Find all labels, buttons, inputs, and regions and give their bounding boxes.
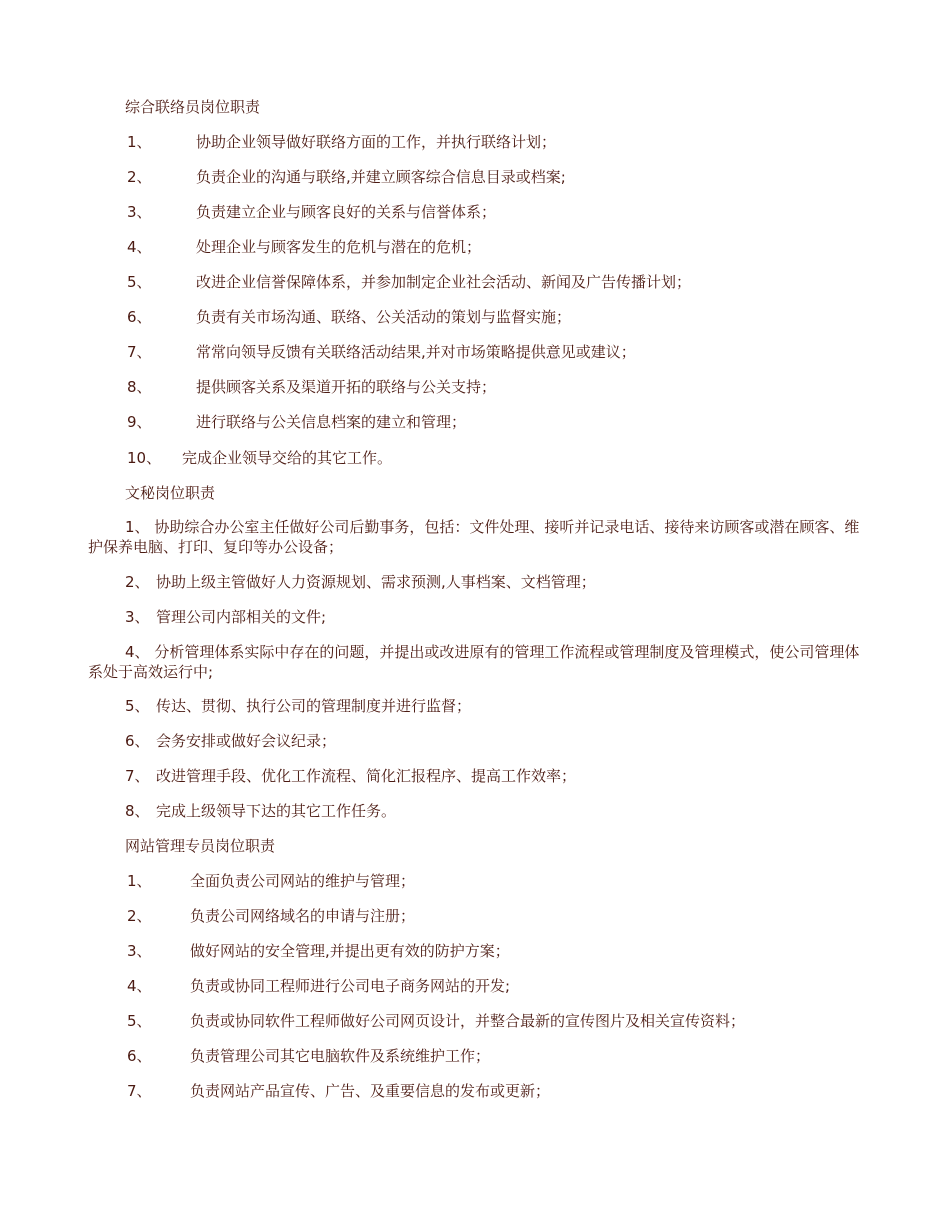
item-text: 全面负责公司网站的维护与管理； [190,872,416,890]
item-text: 负责企业的沟通与联络,并建立顾客综合信息目录或档案; [196,168,566,186]
item-text: 处理企业与顾客发生的危机与潜在的危机； [196,238,482,256]
item-text: 协助企业领导做好联络方面的工作，并执行联络计划； [196,133,557,151]
item-text: 进行联络与公关信息档案的建立和管理； [196,413,467,431]
item-number: 2、 [127,168,152,186]
item-number: 3、 [127,942,152,960]
list-item [88,642,863,682]
item-number: 4、 [125,643,150,661]
item-text: 改进管理手段、优化工作流程、简化汇报程序、提高工作效率； [156,767,577,785]
item-number: 5、 [127,273,152,291]
item-text: 负责网站产品宣传、广告、及重要信息的发布或更新； [190,1082,551,1100]
item-text: 改进企业信誉保障体系，并参加制定企业社会活动、新闻及广告传播计划； [196,273,692,291]
item-number: 6、 [127,308,152,326]
item-number: 6、 [125,732,150,750]
item-text: 负责有关市场沟通、联络、公关活动的策划与监督实施； [196,308,572,326]
item-text: 分析管理体系实际中存在的问题，并提出或改进原有的管理工作流程或管理制度及管理模式，使公司管理体系处于高效运行中; [88,643,860,681]
item-text: 常常向领导反馈有关联络活动结果,并对市场策略提供意见或建议； [196,343,636,361]
section-title: 综合联络员岗位职责 [125,98,261,116]
item-text: 会务安排或做好会议纪录； [156,732,337,750]
list-item [88,517,863,557]
item-number: 9、 [127,413,152,431]
item-text: 完成企业领导交给的其它工作。 [182,449,393,467]
item-number: 1、 [127,872,152,890]
item-number: 8、 [127,378,152,396]
item-number: 3、 [127,203,152,221]
item-number: 5、 [125,697,150,715]
item-number: 4、 [127,977,152,995]
item-text: 完成上级领导下达的其它工作任务。 [156,802,397,820]
item-text: 负责或协同软件工程师做好公司网页设计，并整合最新的宣传图片及相关宣传资料； [190,1012,746,1030]
item-number: 5、 [127,1012,152,1030]
item-number: 7、 [127,1082,152,1100]
item-text: 负责建立企业与顾客良好的关系与信誉体系； [196,203,497,221]
section-title: 文秘岗位职责 [125,484,216,502]
item-number: 8、 [125,802,150,820]
item-text: 管理公司内部相关的文件; [156,608,327,626]
item-text: 负责公司网络域名的申请与注册； [190,907,416,925]
item-number: 10、 [127,449,162,467]
item-text: 负责或协同工程师进行公司电子商务网站的开发; [190,977,511,995]
item-number: 6、 [127,1047,152,1065]
item-text: 做好网站的安全管理,并提出更有效的防护方案； [190,942,510,960]
item-text: 协助综合办公室主任做好公司后勤事务，包括：文件处理、接听并记录电话、接待来访顾客或潜在顾客、维护保养电脑、打印、复印等办公设备； [88,518,860,556]
item-text: 传达、贯彻、执行公司的管理制度并进行监督； [156,697,472,715]
item-number: 3、 [125,608,150,626]
item-number: 1、 [125,518,150,536]
item-text: 协助上级主管做好人力资源规划、需求预测,人事档案、文档管理； [156,573,596,591]
item-number: 7、 [125,767,150,785]
item-number: 4、 [127,238,152,256]
section-title: 网站管理专员岗位职责 [125,837,276,855]
item-number: 1、 [127,133,152,151]
item-number: 7、 [127,343,152,361]
item-number: 2、 [125,573,150,591]
item-text: 负责管理公司其它电脑软件及系统维护工作； [190,1047,491,1065]
item-text: 提供顾客关系及渠道开拓的联络与公关支持； [196,378,497,396]
item-number: 2、 [127,907,152,925]
